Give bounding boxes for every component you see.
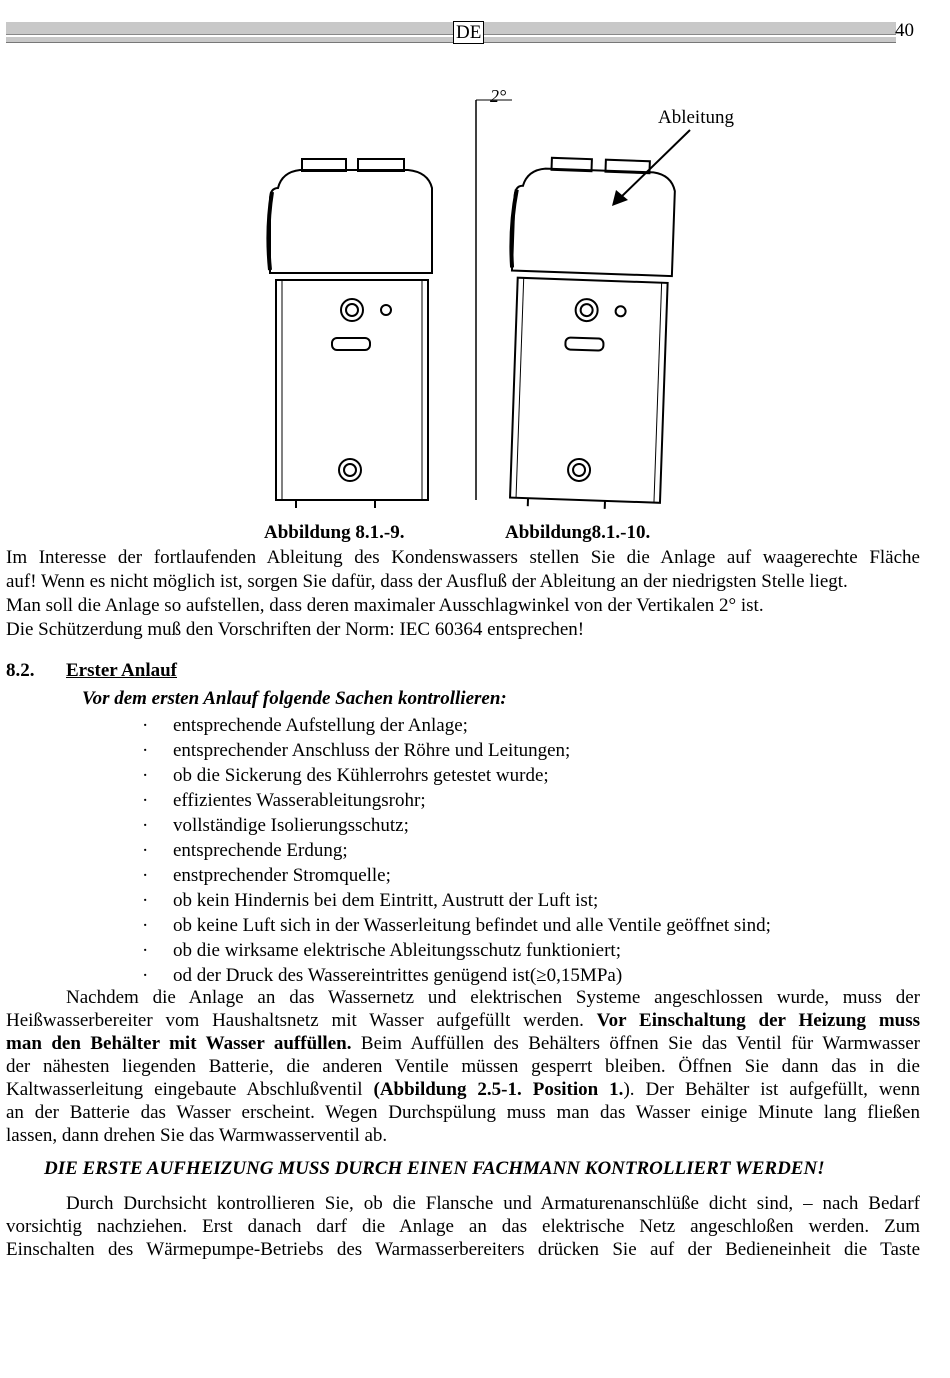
intro-line-4: Die Schützerdung muß den Vorschriften der Norm: IEC 60364 entsprechen! <box>6 619 585 640</box>
header-rule-top <box>6 22 896 35</box>
list-item-text: ob kein Hindernis bei dem Eintritt, Austrutt der Luft ist; <box>173 890 599 911</box>
ableitung-label: Ableitung <box>658 107 734 128</box>
unit-upright-drawing <box>268 159 432 508</box>
para2-line-2: vorsichtig nachziehen. Erst danach darf die Anlage an das elektrische Netz angeschloßen werden. Zum <box>6 1216 920 1237</box>
list-item-text: entsprechende Aufstellung der Anlage; <box>173 715 468 736</box>
list-item-text: effizientes Wasserableitungsrohr; <box>173 790 426 811</box>
intro-line-2: auf! Wenn es nicht möglich ist, sorgen Sie dafür, dass der Ausfluß der Ableitung an der niedrigsten Stelle liegt. <box>6 571 848 592</box>
bullet: · <box>142 940 149 961</box>
warning-text: DIE ERSTE AUFHEIZUNG MUSS DURCH EINEN FACHMANN KONTROLLIERT WERDEN! <box>44 1158 825 1179</box>
para1-line-5: Kaltwasserleitung eingebaute Abschlußventil (Abbildung 2.5-1. Position 1.). Der Behälter ist aufgefüllt, wenn <box>6 1079 920 1100</box>
para2-line-3: Einschalten des Wärmepumpe-Betriebs des Warmasserbereiters drücken Sie auf der Bedieneinheit die Taste <box>6 1239 920 1260</box>
section-title: Erster Anlauf <box>66 660 178 681</box>
section-subheading: Vor dem ersten Anlauf folgende Sachen kontrollieren: <box>82 688 507 709</box>
list-item-text: enstprechender Stromquelle; <box>173 865 391 886</box>
para1-line-4: der nähesten liegenden Batterie, die anderen Ventile müssen gesperrt bleiben. Öffnen Sie dann das in die <box>6 1056 920 1077</box>
para2-line-1: Durch Durchsicht kontrollieren Sie, ob die Flansche und Armaturenanschlüße dicht sind, – nach Bedarf <box>66 1193 920 1214</box>
list-item-text: ob die Sickerung des Kühlerrohrs getestet wurde; <box>173 765 549 786</box>
list-item-text: ob keine Luft sich in der Wasserleitung befindet und alle Ventile geöffnet sind; <box>173 915 771 936</box>
list-item-text: vollständige Isolierungsschutz; <box>173 815 409 836</box>
bullet: · <box>142 765 149 786</box>
figure-caption-left: Abbildung 8.1.-9. <box>264 522 405 543</box>
para1-line-3: man den Behälter mit Wasser auffüllen. Beim Auffüllen des Behälters öffnen Sie das Ventil für Warmwasser <box>6 1033 921 1054</box>
bullet: · <box>142 790 149 811</box>
figure-caption-right: Abbildung8.1.-10. <box>505 522 651 543</box>
tilt-angle-label: 2° <box>490 86 507 106</box>
bullet: · <box>142 965 149 986</box>
bullet: · <box>142 890 149 911</box>
list-item-text: ob die wirksame elektrische Ableitungsschutz funktioniert; <box>173 940 621 961</box>
para1-line-7: lassen, dann drehen Sie das Warmwasserventil ab. <box>6 1125 388 1146</box>
bullet: · <box>142 865 149 886</box>
intro-line-3: Man soll die Anlage so aufstellen, dass deren maximaler Ausschlagwinkel von der Vertikalen 2° ist. <box>6 595 764 616</box>
installation-figure <box>0 80 950 510</box>
list-item-text: entsprechender Anschluss der Röhre und Leitungen; <box>173 740 571 761</box>
bullet: · <box>142 815 149 836</box>
bullet: · <box>142 715 149 736</box>
unit-tilted-drawing <box>502 156 676 510</box>
para1-line-1: Nachdem die Anlage an das Wassernetz und elektrischen Systeme angeschlossen wurde, muss der <box>66 987 920 1008</box>
bullet: · <box>142 740 149 761</box>
page-header <box>6 22 896 44</box>
section-number: 8.2. <box>6 660 35 681</box>
para1-line-2: Heißwasserbereiter vom Haushaltsnetz mit Wasser aufgefüllt werden. Vor Einschaltung der Heizung muss <box>6 1010 920 1031</box>
para1-line-6: an der Batterie das Wasser erscheint. Wegen Durchspülung muss man das Wasser einige Minute lang fließen <box>6 1102 920 1123</box>
header-rule-bottom <box>6 37 896 43</box>
bullet: · <box>142 840 149 861</box>
intro-line-1: Im Interesse der fortlaufenden Ableitung des Kondenswassers stellen Sie die Anlage auf waagerechte Fläche <box>6 547 920 568</box>
language-tag: DE <box>453 21 484 44</box>
list-item-text: od der Druck des Wassereintrittes genügend ist(≥0,15MPa) <box>173 965 623 986</box>
bullet: · <box>142 915 149 936</box>
list-item-text: entsprechende Erdung; <box>173 840 348 861</box>
page-number: 40 <box>895 20 914 41</box>
